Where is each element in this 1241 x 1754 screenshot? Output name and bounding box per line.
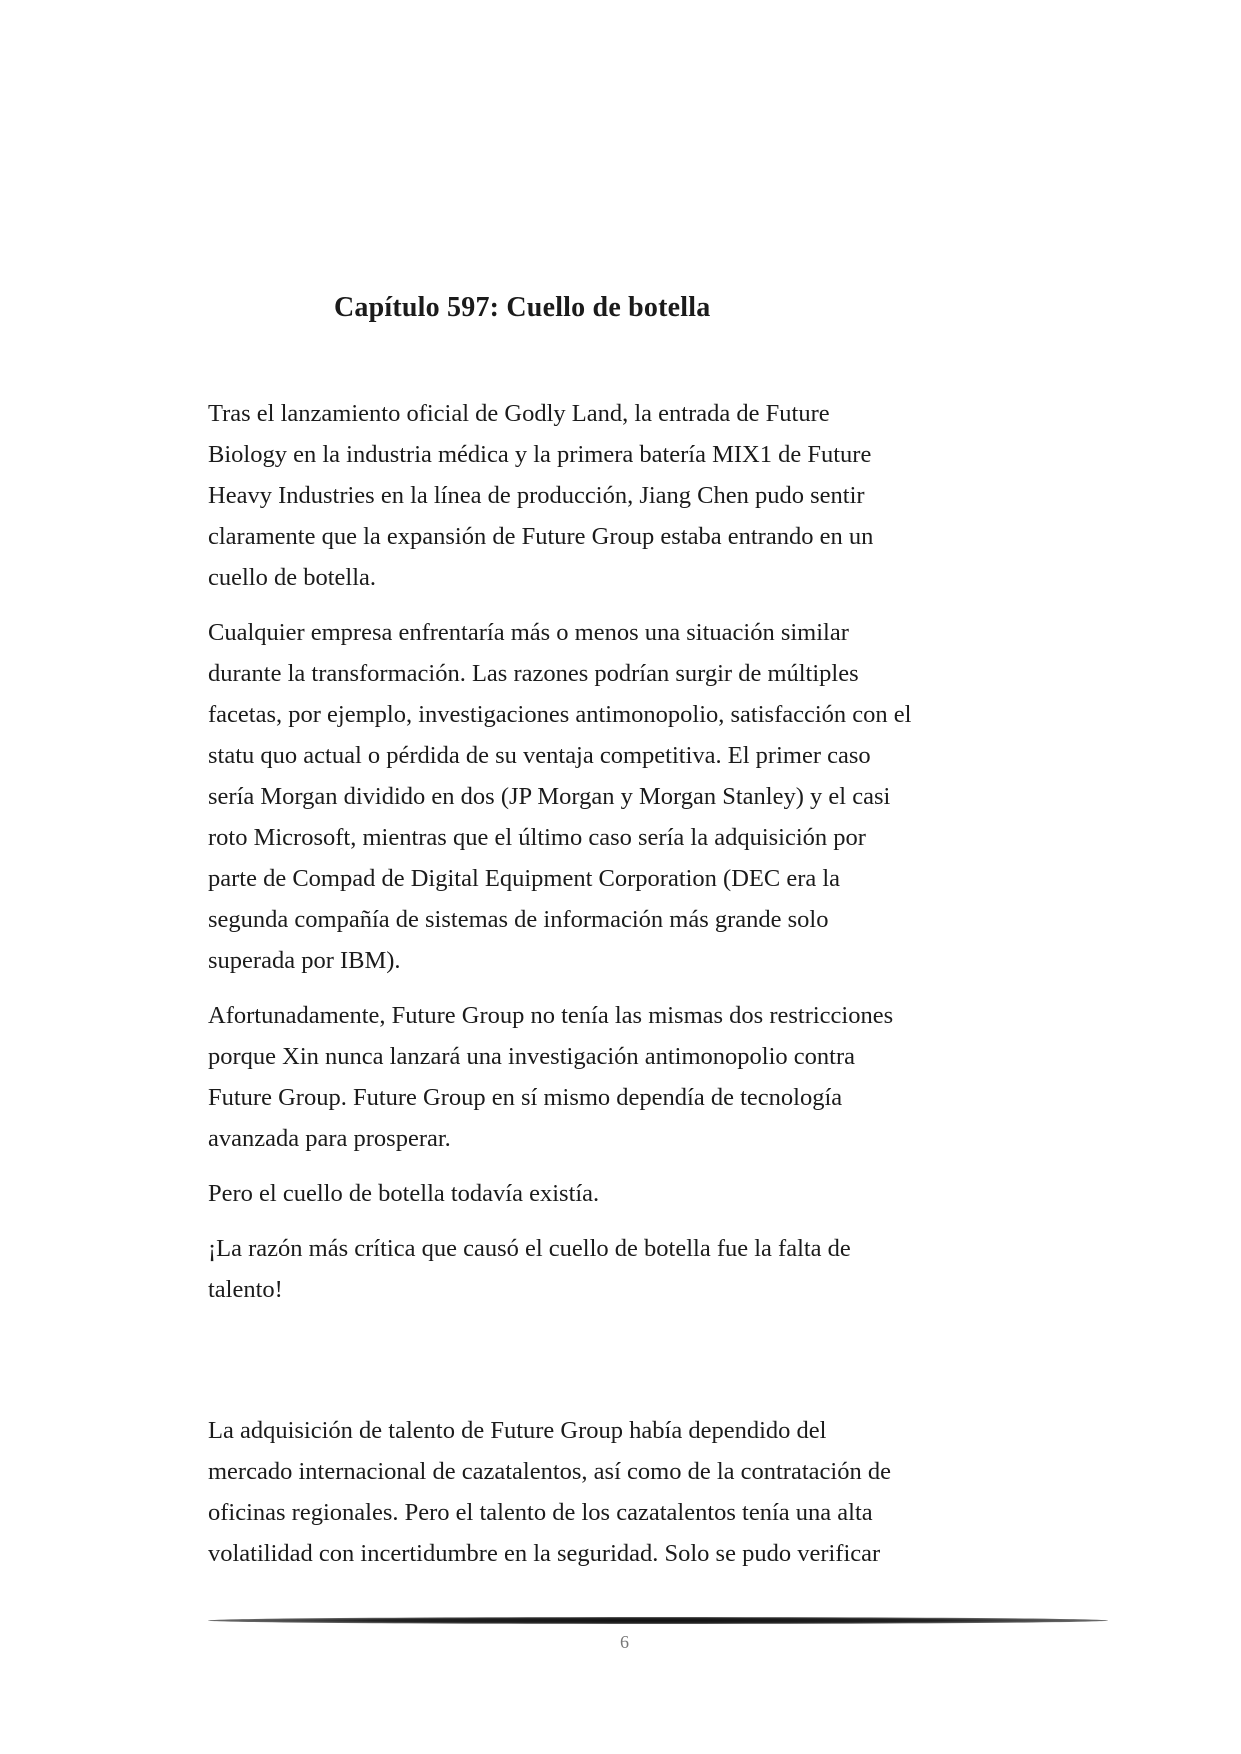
text-line: sería Morgan dividido en dos (JP Morgan y Morgan Stanley) y el casi [208,783,891,810]
text-line: oficinas regionales. Pero el talento de los cazatalentos tenía una alta [208,1499,873,1526]
chapter-title: Capítulo 597: Cuello de botella [334,292,711,323]
text-line: Future Group. Future Group en sí mismo dependía de tecnología [208,1084,843,1111]
text-line: claramente que la expansión de Future Group estaba entrando en un [208,523,874,550]
text-line: cuello de botella. [208,564,377,591]
text-line: parte de Compad de Digital Equipment Corporation (DEC era la [208,865,841,892]
text-line: Afortunadamente, Future Group no tenía las mismas dos restricciones [208,1002,894,1029]
text-line: avanzada para prosperar. [208,1125,451,1152]
text-line: mercado internacional de cazatalentos, así como de la contratación de [208,1458,891,1485]
paragraph [208,1410,1073,1574]
chapter-body [208,393,1073,1588]
text-line: La adquisición de talento de Future Group había dependido del [208,1417,827,1444]
text-line: talento! [208,1276,283,1303]
text-line: Heavy Industries en la línea de producción, Jiang Chen pudo sentir [208,482,865,509]
text-line: Biology en la industria médica y la primera batería MIX1 de Future [208,441,872,468]
text-line: porque Xin nunca lanzará una investigación antimonopolio contra [208,1043,856,1070]
paragraph [208,1228,1073,1310]
paragraph [208,612,1073,981]
text-line: statu quo actual o pérdida de su ventaja competitiva. El primer caso [208,742,871,769]
text-line: superada por IBM). [208,947,401,974]
paragraph [208,995,1073,1159]
text-line: Pero el cuello de botella todavía existía. [208,1180,600,1207]
text-line: roto Microsoft, mientras que el último caso sería la adquisición por [208,824,866,851]
text-line: facetas, por ejemplo, investigaciones antimonopolio, satisfacción con el [208,701,912,728]
text-line: volatilidad con incertidumbre en la seguridad. Solo se pudo verificar [208,1540,881,1567]
paragraph [208,393,1073,598]
paragraph-gap [208,1324,1073,1410]
paragraph [208,1173,1073,1214]
text-line: durante la transformación. Las razones podrían surgir de múltiples [208,660,859,687]
page-number: 6 [620,1632,629,1652]
text-line: Tras el lanzamiento oficial de Godly Land, la entrada de Future [208,400,830,427]
text-line: ¡La razón más crítica que causó el cuello de botella fue la falta de [208,1235,851,1262]
footer-divider [208,1617,1108,1624]
text-line: Cualquier empresa enfrentaría más o menos una situación similar [208,619,849,646]
text-line: segunda compañía de sistemas de información más grande solo [208,906,829,933]
